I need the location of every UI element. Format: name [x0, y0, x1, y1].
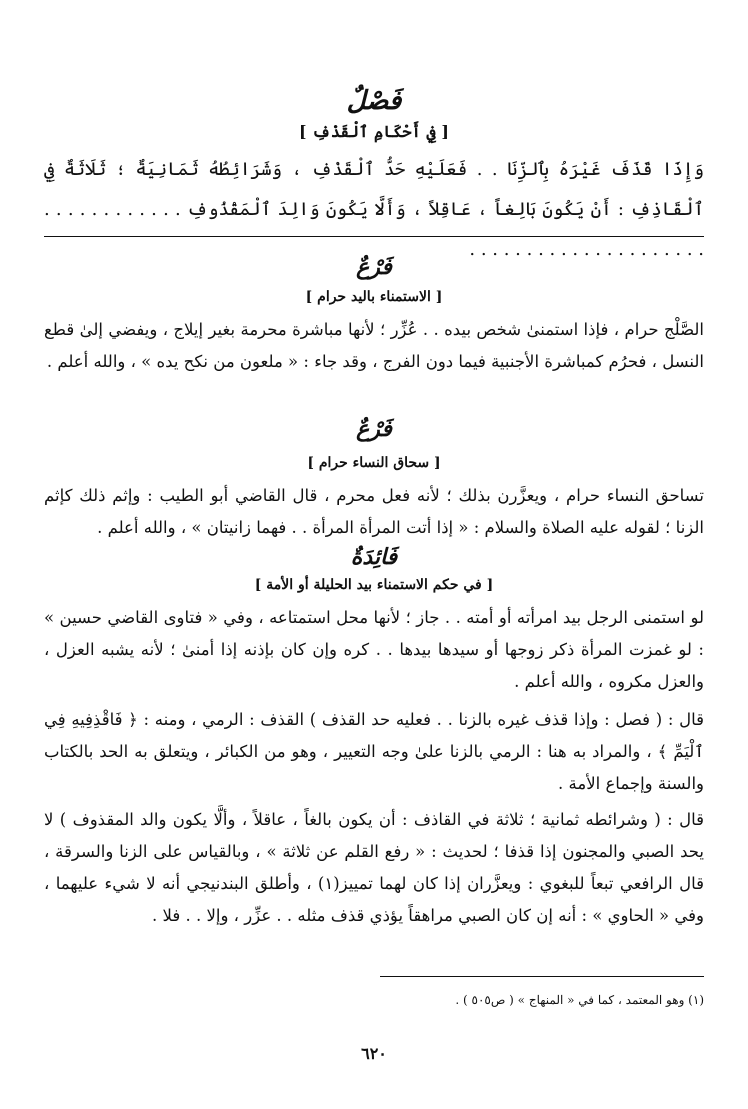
section-title: فَصْلٌ	[346, 86, 402, 116]
footnote-rule	[380, 976, 704, 977]
commentary-paragraph-1: قال : ( فصل : وإذا قذف غيره بالزنا . . فعليه حد القذف ) القذف : الرمي ، ومنه : ﴿ فَاقْذِفِيهِ فِي ٱلْيَمِّ ﴾ ، والمراد به هنا : الرمي بالزنا علىٰ وجه التعيير ، وهو من الكبائر ، ويتعلق به الحد بالكتاب والسنة وإجماع الأمة .	[44, 710, 704, 793]
branch-heading-2	[0, 418, 748, 440]
branch-subheading-2	[0, 456, 748, 470]
benefit-heading	[0, 546, 748, 568]
commentary-paragraph-2: قال : ( وشرائطه ثمانية ؛ ثلاثة في القاذف : أن يكون بالغاً ، عاقلاً ، وألَّا يكون والد المقذوف ) لا يحد الصبي والمجنون إذا قذفا ؛ لحديث : « رفع القلم عن ثلاثة » ، وبالقياس على الزنا والسرقة ، قال الرافعي تبعاً للبغوي : ويعزَّران إذا كان لهما تمييز(١) ، وأطلق البندنيجي أنه لا شيء عليهما ، وفي « الحاوي » : أنه إن كان الصبي مراهقاً يؤذي قذف مثله . . عزِّر ، وإلا . . فلا .	[44, 810, 704, 925]
branch-title-1: فَرْعٌ	[356, 254, 392, 280]
benefit-paragraph: لو استمنى الرجل بيد امرأته أو أمته . . جاز ؛ لأنها محل استمتاعه ، وفي « فتاوى القاضي حسين » : لو غمزت المرأة ذكر زوجها أو سيدها بيدها . . كره وإن كان بإذنه إذا أمنىٰ ؛ لأنه يشبه العزل ، والعزل مكروه ، والله أعلم .	[44, 608, 704, 691]
branch-paragraph-2: تساحق النساء حرام ، ويعزَّرن بذلك ؛ لأنه فعل محرم ، قال القاضي أبو الطيب : وإثم ذلك كإثم الزنا ؛ لقوله عليه الصلاة والسلام : « إذا أتت المرأة المرأة . . فهما زانيتان » ، والله أعلم .	[44, 486, 704, 537]
page-number: ٦٢٠	[361, 1044, 387, 1063]
benefit-subtitle: [ في حكم الاستمناء بيد الحليلة أو الأمة ]	[254, 577, 494, 593]
benefit-subheading	[0, 578, 748, 592]
section-heading	[0, 88, 748, 114]
footnote: (١) وهو المعتمد ، كما في « المنهاج » ( ص٥٠٥ ) .	[455, 993, 704, 1007]
section-subheading-wrap	[0, 124, 748, 140]
section-subtitle: [ فِي أَحْكَامِ ٱلْقَذْفِ ]	[299, 122, 449, 141]
branch-heading-1	[0, 256, 748, 278]
benefit-title: فَائِدَةٌ	[350, 544, 398, 570]
branch-paragraph-1: الصَّلْج حرام ، فإذا استمنىٰ شخص بيده . . عُزِّر ؛ لأنها مباشرة محرمة بغير إيلاج ، ويفضي إلىٰ قطع النسل ، فحرُم كمباشرة الأجنبية فيما دون الفرج ، وقد جاء : « ملعون من نكح يده » ، والله أعلم .	[44, 320, 704, 371]
matn-paragraph: وَإِذَا قَذَفَ غَيْرَهُ بِٱلزِّنَا . . فَعَلَيْهِ حَدُّ ٱلْقَذْفِ ، وَشَرَائِطُهُ ثَمَانِيَةٌ ؛ ثَلَاثَةٌ فِي ٱلْقَاذِفِ : أَنْ يَكُونَ بَالِغاً ، عَاقِلاً ، وَأَلَّا يَكُونَ وَالِدَ ٱلْمَقْذُوفِ . . . . . . . . . . . . . . . . . . . . . . . . . . . . . . . . .	[44, 159, 704, 260]
branch-subtitle-1: [ الاستمناء باليد حرام ]	[305, 289, 443, 305]
divider-rule	[44, 236, 704, 237]
branch-subheading-1	[0, 290, 748, 304]
branch-title-2: فَرْعٌ	[356, 416, 392, 442]
branch-subtitle-2: [ سحاق النساء حرام ]	[307, 455, 441, 471]
